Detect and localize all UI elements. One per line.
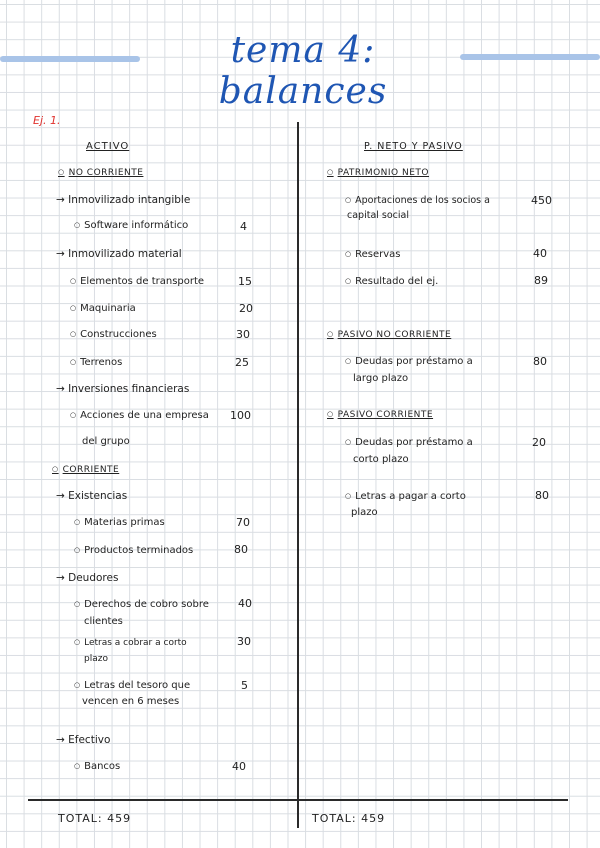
software-label: ○ Software informático	[74, 220, 188, 231]
title-bar-left	[0, 56, 140, 62]
inversiones-financieras: → Inversiones financieras	[56, 383, 190, 395]
letras-cobrar-label-cont: plazo	[84, 654, 108, 664]
bancos-value: 40	[232, 760, 246, 773]
acciones-value: 100	[230, 409, 251, 422]
pasivo-corriente-section: ○ PASIVO CORRIENTE	[327, 410, 433, 420]
letras-pagar-value: 80	[535, 489, 549, 502]
column-divider	[297, 122, 299, 828]
letras-pagar-label-cont: plazo	[351, 507, 378, 518]
aportaciones-label-cont: capital social	[347, 210, 410, 221]
letras-cobrar-label: ○ Letras a cobrar a corto	[74, 638, 187, 648]
productos-value: 80	[234, 543, 248, 556]
inmovilizado-material: → Inmovilizado material	[56, 248, 182, 260]
deudas-cp-label: ○ Deudas por préstamo a	[345, 437, 473, 448]
resultado-value: 89	[534, 274, 548, 287]
aportaciones-label: ○ Aportaciones de los socios a	[345, 195, 490, 206]
activo-total: TOTAL: 459	[58, 812, 132, 825]
construcciones-value: 30	[236, 328, 250, 341]
terrenos-value: 25	[235, 356, 249, 369]
deudas-lp-label-cont: largo plazo	[353, 373, 409, 384]
exercise-label: Ej. 1.	[33, 114, 61, 127]
elementos-label: ○ Elementos de transporte	[70, 276, 204, 287]
deudas-lp-label: ○ Deudas por préstamo a	[345, 356, 473, 367]
activo-header: ACTIVO	[86, 141, 130, 152]
inmovilizado-intangible: → Inmovilizado intangible	[56, 194, 191, 206]
materias-value: 70	[236, 516, 250, 529]
maquinaria-label: ○ Maquinaria	[70, 303, 136, 314]
title-bar-right	[460, 54, 600, 60]
reservas-value: 40	[533, 247, 547, 260]
pasivo-header: P. NETO Y PASIVO	[364, 141, 463, 152]
productos-label: ○ Productos terminados	[74, 545, 193, 556]
corriente-section: ○ CORRIENTE	[52, 465, 119, 475]
deudas-lp-value: 80	[533, 355, 547, 368]
acciones-label: ○ Acciones de una empresa	[70, 410, 209, 421]
acciones-label-cont: del grupo	[82, 436, 130, 447]
efectivo: → Efectivo	[56, 734, 111, 746]
derechos-label-cont: clientes	[84, 616, 123, 627]
patrimonio-section: ○ PATRIMONIO NETO	[327, 168, 429, 178]
elementos-value: 15	[238, 275, 252, 288]
pasivo-no-corriente-section: ○ PASIVO NO CORRIENTE	[327, 330, 451, 340]
software-value: 4	[240, 220, 247, 233]
derechos-value: 40	[238, 597, 252, 610]
deudores: → Deudores	[56, 572, 119, 584]
construcciones-label: ○ Construcciones	[70, 329, 157, 340]
bancos-label: ○ Bancos	[74, 761, 120, 772]
letras-pagar-label: ○ Letras a pagar a corto	[345, 491, 466, 502]
no-corriente-section: ○ NO CORRIENTE	[58, 168, 143, 178]
letras-tesoro-label-cont: vencen en 6 meses	[82, 696, 180, 707]
derechos-label: ○ Derechos de cobro sobre	[74, 599, 209, 610]
letras-tesoro-value: 5	[241, 679, 248, 692]
existencias: → Existencias	[56, 490, 128, 502]
materias-label: ○ Materias primas	[74, 517, 165, 528]
letras-cobrar-value: 30	[237, 635, 251, 648]
deudas-cp-label-cont: corto plazo	[353, 454, 409, 465]
page-title: tema 4: balances	[218, 30, 388, 112]
maquinaria-value: 20	[239, 302, 253, 315]
deudas-cp-value: 20	[532, 436, 546, 449]
total-divider	[28, 799, 568, 801]
letras-tesoro-label: ○ Letras del tesoro que	[74, 680, 190, 691]
reservas-label: ○ Reservas	[345, 249, 401, 260]
pasivo-total: TOTAL: 459	[312, 812, 386, 825]
terrenos-label: ○ Terrenos	[70, 357, 122, 368]
resultado-label: ○ Resultado del ej.	[345, 276, 438, 287]
aportaciones-value: 450	[531, 194, 552, 207]
